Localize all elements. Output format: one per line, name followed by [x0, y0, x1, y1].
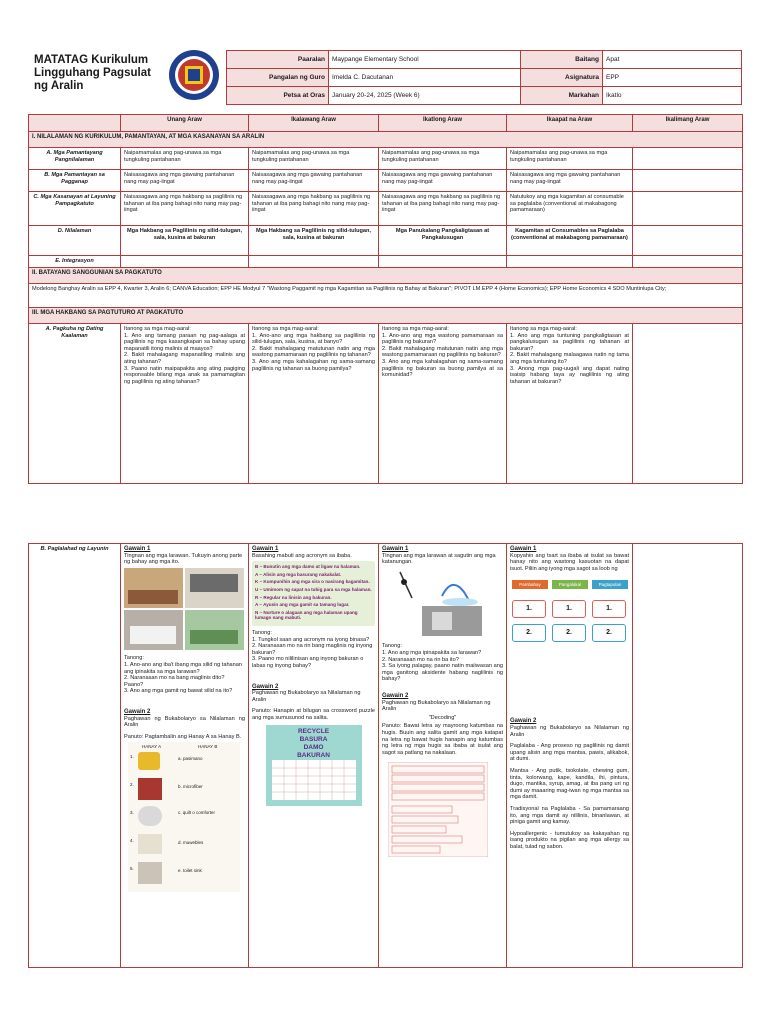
poster-word-2: BASURA [299, 736, 328, 744]
decoding-worksheet [388, 762, 488, 857]
day4-gawain1-text: Kopyahin ang tsart sa ibaba at isulat sa bawat hanay nito ang wastong kasuotan na dapat isuot. Piliin ang iyong mga sagot sa loob ng [510, 552, 629, 572]
day2-gawain1-heading: Gawain 1 [252, 546, 279, 552]
objectives-day4 [507, 544, 633, 968]
performance-standard-day3: Naisasagawa ang mga gawaing pantahanan nang may pag-iingat [379, 170, 507, 192]
day3-instructions: Panuto: Bawat letra ay mayroong katumbas na hugis. Buuin ang salita gamit ang mga katapat na letra ng bawat hugis hanapin ang katumbas ng letra ng mga hugis sa ibaba at isulat ang sagot sa patlang na nakalaan. [382, 723, 503, 756]
grade-label: Baitang [521, 51, 603, 69]
content-day1: Mga Hakbang sa Paglilinis ng silid-tulugan, sala, kusina at bakuran [121, 226, 249, 256]
day1-gawain1-text: Tingnan ang mga larawan. Tukuyin anong parte ng bahay ang mga ito. [124, 552, 243, 566]
quarter-value: Ikatlo [603, 87, 742, 105]
def-tradisyonal: Tradisyonal na Paglalaba - Sa pamamaraang ito, ang mga damit ay nililinis, binanlawan, at piniga gamit ang kamay. [510, 805, 629, 826]
hanay-b-label: HANAY B [198, 744, 218, 750]
day-header-row [29, 115, 743, 132]
day1-gawain2-heading: Gawain 2 [124, 708, 151, 715]
day4-gawain2-heading: Gawain 2 [510, 718, 537, 725]
chart-cell-1-2: 2. [512, 624, 546, 642]
def-hypoallergenic: Hypoallergenic - tumutukoy sa kakayahan ng isang produkto na pigilan ang mga allergy sa balat, tulad ng sabon. [510, 830, 629, 850]
day-4-header: Ikaapat na Araw [507, 115, 633, 132]
row-label-objectives: B. Paglalahad ng Layunin [29, 544, 121, 968]
competency-day3: Naisasagawa ang mga hakbang sa paglilinis ng tahanan at iba pang bahagi nito nang may pag-iingat [379, 192, 507, 226]
crossword-poster [266, 725, 362, 806]
performance-standard-day4: Naisasagawa ang mga gawaing pantahanan nang may pag-iingat [507, 170, 633, 192]
day3-gawain2-text: Paghawan ng Bukabolaryo sa Nilalaman ng Aralin [382, 699, 491, 713]
prior-knowledge-day2: Itanong sa mga mag-aaral: 1. Ano-ano ang mga hakbang sa paglilinis ng silid-tulugan, sala, kusina, at banyo? 2. Bakit mahalagang matutunan natin ang mga wastong pamamaraan ng paglilinis ng tahanan? 3. Ano ang mga kahalagahan ng sama-samang paglilinis ng tahanan sa buong pamilya? [249, 324, 379, 484]
day4-gawain2-text: Paghawan ng Bukabolaryo sa Nilalaman ng Aralin [510, 724, 629, 738]
grade-value: Apat [603, 51, 742, 69]
chart-cell-2-2: 2. [552, 624, 586, 642]
teacher-value: Imelda C. Dacutanan [329, 69, 521, 87]
prior-knowledge-day1: Itanong sa mga mag-aaral: 1. Ano ang tamang paraan ng pag-aalaga at paglilinis ng mga kasangkapan sa bahay upang mapanatili itong malinis at maayos? 2. Bakit mahalagang mapanatiling malinis ang ating tahanan? 3. Paano natin maipapakita ang ating pagiging responsable bilang mga anak sa pamamagitan ng paglilinis ng ating tahanan? [121, 324, 249, 484]
window-sill-image [138, 862, 162, 884]
acronym-r: R – Regular na linisin ang bakuran. [255, 594, 332, 600]
acronym-b: B – Bunutin ang mga damo at ligaw na halaman. [255, 564, 361, 570]
bakuran-acronym-card [252, 561, 375, 626]
match-item-e: e. toilet sink [178, 868, 202, 874]
sink-image [138, 806, 162, 826]
school-label: Paaralan [227, 51, 329, 69]
day1-instructions: Panuto: Pagtambalin ang Hanay A sa Hanay B. [124, 733, 242, 740]
day3-gawain1-text: Tingnan ang mga larawan at sagutin ang mga katanungan. [382, 552, 496, 566]
day3-gawain1-heading: Gawain 1 [382, 546, 409, 552]
furniture-image [138, 778, 162, 800]
prior-knowledge-day3: Itanong sa mga mag-aaral: 1. Ano-ano ang mga wastong pamamaraan sa paglilinis ng bakuran? 2. Bakit mahalagang matutunan natin ang mga wastong pamamaraan ng paglilinis ng bakuran? 3. Ano ang mga kahalagahan ng sama-samang paglilinis ng bakuran sa buong pamilya at sa komunidad? [379, 324, 507, 484]
content-standard-day2: Naipamamalas ang pag-unawa sa mga tungkuling pantahanan [249, 148, 379, 170]
chart-cell-2-1: 1. [552, 600, 586, 618]
performance-standard-day1: Naisasagawa ang mga gawaing pantahanan nang may pag-iingat [121, 170, 249, 192]
attire-chart [510, 576, 629, 656]
date-value: January 20-24, 2025 (Week 6) [329, 87, 521, 105]
teacher-label: Pangalan ng Guro [227, 69, 329, 87]
poster-word-1: RECYCLE [297, 728, 330, 736]
matching-activity [128, 742, 240, 892]
chart-cell-3-2: 2. [592, 624, 626, 642]
day-5-header: Ikalimang Araw [633, 115, 743, 132]
poster-word-4: BAKURAN [297, 752, 330, 760]
def-paglalaba: Paglalaba - Ang proseso ng paglilinis ng damit upang alisin ang mga mantsa, pawis, alikabok, at dumi. [510, 743, 629, 763]
competency-day1: Naisasagawa ang mga hakbang sa paglilinis ng tahanan at iba pang bahagi nito nang may pag-iingat [121, 192, 249, 226]
match-item-a: a. pasimano [178, 756, 203, 762]
acronym-a1: A – Alisin ang mga basurang nakakalat. [255, 571, 342, 577]
deped-seal-icon [168, 49, 220, 101]
sponge-image [138, 752, 160, 770]
acronym-k: K – Kumpunihin ang mga sira o nasirang kagamitan. [255, 579, 370, 585]
day3-decoding-title: "Decoding" [428, 714, 457, 721]
objectives-day2 [249, 544, 379, 968]
day1-gawain2-text: Paghawan ng Bukabolaryo sa Nilalaman ng Aralin [124, 715, 245, 729]
acronym-n: N – Nurture o alagaan ang mga halaman upang lumago nang mabuti. [255, 609, 358, 621]
match-num-3: 3. [130, 810, 134, 816]
match-num-2: 2. [130, 782, 134, 788]
room-photos-image [124, 568, 244, 650]
hanay-a-label: HANAY A [142, 744, 162, 750]
content-day2: Mga Hakbang sa Paglilinis ng silid-tulugan, sala, kusina at bakuran [249, 226, 379, 256]
day2-instructions: Panuto: Hanapin at bilugan sa crossword puzzle ang mga sumusunod na salita. [252, 708, 375, 721]
row-label-content: D. Nilalaman [29, 226, 121, 256]
row-label-content-standards: A. Mga Pamantayang Pangnilalaman [29, 148, 121, 170]
header-info-table [226, 50, 742, 105]
day-1-header: Unang Araw [121, 115, 249, 132]
quarter-label: Markahan [521, 87, 603, 105]
day4-gawain1-heading: Gawain 1 [510, 546, 537, 552]
row-label-performance-standards: B. Mga Pamantayan sa Pagganap [29, 170, 121, 192]
poster-word-3: DAMO [303, 744, 324, 752]
document-title: MATATAG Kurikulum Lingguhang Pagsulat ng Aralin [34, 54, 151, 92]
match-item-b: b. microfiber [178, 784, 203, 790]
match-item-c: c. quilt o comforter [178, 810, 216, 816]
row-label-integration: E. Integrasyon [29, 256, 121, 268]
def-mantsa: Mantsa - Ang putik, tsokolate, chewing gum, tinta, kolorwang, kape, kandila, ihi, pintura, dugo, mantika, syrup, amag, at iba pang uri ng dumi ay maaaring mag-iwan ng mga mantsa sa mga damit. [510, 767, 629, 801]
subject-label: Asignatura [521, 69, 603, 87]
match-item-d: d. muwebles [178, 840, 204, 846]
acronym-u: U – Umimom ng sapat na tubig para sa mga halaman. [255, 586, 372, 592]
chart-head-3: Pagtapulan [592, 580, 628, 589]
chart-cell-3-1: 1. [592, 600, 626, 618]
quilt-image [138, 834, 162, 854]
day3-questions: Tanong: 1. Ano ang mga ipinapakita sa larawan? 2. Naranasan mo na rin ba ito? 3. Sa iyong palagay, paano natin maiiwasan ang mga ganitong aksidente habang naglilinis ng bahay? [382, 643, 503, 683]
lesson-plan-table-continued [28, 543, 743, 968]
chart-head-2: Pangalakal [552, 580, 588, 589]
content-standard-day1: Naipamamalas ang pag-unawa sa mga tungkuling pantahanan [121, 148, 249, 170]
day-2-header: Ikalawang Araw [249, 115, 379, 132]
acronym-a2: A – Ayusin ang mga gamit sa tamang lugar. [255, 602, 350, 608]
objectives-day1 [121, 544, 249, 968]
match-num-4: 4. [130, 838, 134, 844]
content-day4: Kagamitan at Consumables sa Paglalaba (conventional at makabagong pamamaraan) [507, 226, 633, 256]
day2-gawain2-heading: Gawain 2 [252, 683, 279, 690]
day1-questions: Tanong: 1. Ano-ano ang iba't ibang mga silid ng tahanan ang ipinakita sa mga larawan? 2. Naranasan mo na bang maglinis dito? Paano? 3. Ano ang mga gamit ng bawat silid na ito? [124, 655, 243, 695]
content-standard-day4: Naipamamalas ang pag-unawa sa mga tungkuling pantahanan [507, 148, 633, 170]
crossword-grid [272, 760, 356, 800]
section-1-heading: I. NILALAMAN NG KURIKULUM, PAMANTAYAN, AT MGA KASANAYAN SA ARALIN [29, 132, 743, 148]
day1-gawain1-heading: Gawain 1 [124, 546, 151, 552]
chart-head-1: Pambahay [512, 580, 548, 589]
objectives-day5 [633, 544, 743, 968]
objectives-day3 [379, 544, 507, 968]
row-label-competencies: C. Mga Kasanayan at Layuning Pampagkatuto [29, 192, 121, 226]
content-day3: Mga Panukalang Pangkaligtasan at Pangkalusugan [379, 226, 507, 256]
section-3-heading: III. MGA HAKBANG SA PAGTUTURO AT PAGKATUTO [29, 308, 743, 324]
competency-day4: Natutukoy ang mga kagamitan at consumable sa paglalaba (conventional at makabagong pamamaraan) [507, 192, 633, 226]
date-label: Petsa at Oras [227, 87, 329, 105]
match-num-5: 5. [130, 866, 134, 872]
competency-day2: Naisasagawa ang mga hakbang sa paglilinis ng tahanan at iba pang bahagi nito nang may pag-iingat [249, 192, 379, 226]
day-3-header: Ikatlong Araw [379, 115, 507, 132]
prior-knowledge-day4: Itanong sa mga mag-aaral: 1. Ano ang mga tuntuning pangkaligtasan at pangkalusugan sa paglilinis ng tahanan at bakuran? 2. Bakit mahalagang malaagawa natin ng tama ang mga tuntuning ito? 3. Anong mga pag-uugali ang dapat nating isaisip habang taya ay naglilinis ng ating tahanan at bakuran? [507, 324, 633, 484]
day2-questions: Tanong: 1. Tungkol saan ang acronym na iyong binasa? 2. Naranasan mo na rin bang maglinis ng inyong bakuran? 3. Paano mo nililinisan ang inyong bakuran o labas ng inyong bahay? [252, 629, 373, 669]
lesson-plan-table [28, 114, 743, 484]
school-value: Maypange Elementary School [329, 51, 521, 69]
references-text: Modelong Banghay Aralin sa EPP 4, Kwarter 3, Aralin 6; CANVA Education; EPP HE Modyul 7 "Wastong Paggamit ng mga Kagamitan sa Paglilinis ng Bahay at Bakuran"; PIVOT LM EPP 4 (Home Economics); EPP Home Economics 4 SDO Muntinlupa City; [29, 284, 743, 308]
performance-standard-day2: Naisasagawa ang mga gawaing pantahanan nang may pag-iingat [249, 170, 379, 192]
day3-gawain2-heading: Gawain 2 [382, 692, 409, 699]
subject-value: EPP [603, 69, 742, 87]
content-standard-day3: Naipamamalas ang pag-unawa sa mga tungkuling pantahanan [379, 148, 507, 170]
accident-illustrations-image [382, 568, 502, 638]
day2-gawain1-text: Basahing mabuti ang acronym sa ibaba. [252, 552, 352, 559]
match-num-1: 1. [130, 754, 134, 760]
day2-gawain2-text: Paghawan ng Bukabolaryo sa Nilalaman ng Aralin [252, 690, 361, 703]
section-2-heading: II. BATAYANG SANGGUNIAN SA PAGKATUTO [29, 268, 743, 284]
chart-cell-1-1: 1. [512, 600, 546, 618]
row-label-prior-knowledge: A. Pagkuha ng Dating Kaalaman [29, 324, 121, 484]
